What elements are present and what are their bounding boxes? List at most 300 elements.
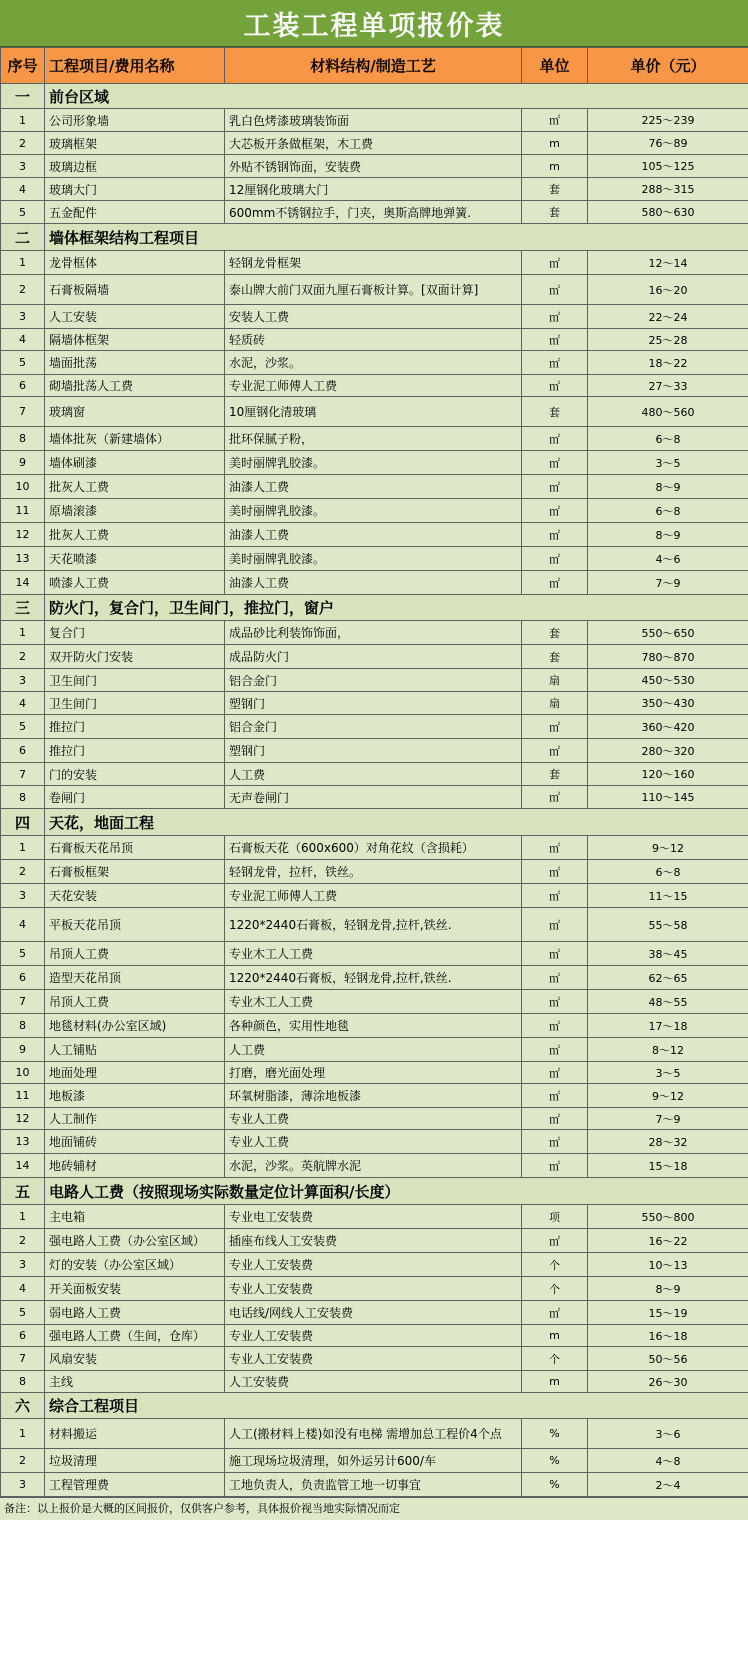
footer-note: 备注：以上报价是大概的区间报价，仅供客户参考，具体报价视当地实际情况而定 (0, 1497, 748, 1520)
header-no: 序号 (1, 48, 45, 84)
section-number: 四 (1, 809, 45, 836)
row-number: 13 (1, 547, 45, 571)
item-unit: ㎡ (522, 1108, 588, 1130)
item-price: 550～650 (588, 621, 748, 645)
row-number: 10 (1, 1062, 45, 1084)
table-row (1, 547, 748, 571)
table-row (1, 178, 748, 201)
item-name: 玻璃框架 (45, 132, 225, 155)
row-number: 3 (1, 669, 45, 692)
item-unit: ㎡ (522, 375, 588, 397)
item-unit: m (522, 1325, 588, 1347)
item-price: 360～420 (588, 715, 748, 739)
item-unit: 扇 (522, 669, 588, 692)
row-number: 1 (1, 109, 45, 132)
item-price: 10～13 (588, 1253, 748, 1277)
item-name: 五金配件 (45, 201, 225, 224)
item-name: 卫生间门 (45, 692, 225, 715)
header-material: 材料结构/制造工艺 (225, 48, 522, 84)
item-price: 38～45 (588, 942, 748, 966)
item-material: 12厘钢化玻璃大门 (225, 178, 522, 201)
item-name: 石膏板隔墙 (45, 275, 225, 305)
row-number: 1 (1, 1419, 45, 1449)
section-number: 五 (1, 1178, 45, 1205)
item-price: 8～9 (588, 475, 748, 499)
item-price: 580～630 (588, 201, 748, 224)
row-number: 1 (1, 836, 45, 860)
row-number: 1 (1, 621, 45, 645)
table-row (1, 329, 748, 351)
item-name: 平板天花吊顶 (45, 908, 225, 942)
table-row (1, 763, 748, 786)
table-row (1, 1371, 748, 1393)
header-row (1, 48, 748, 84)
item-name: 灯的安装（办公室区域） (45, 1253, 225, 1277)
table-row (1, 1014, 748, 1038)
item-name: 人工铺贴 (45, 1038, 225, 1062)
item-price: 12～14 (588, 251, 748, 275)
table-row (1, 1229, 748, 1253)
row-number: 7 (1, 763, 45, 786)
item-material: 专业人工安装费 (225, 1325, 522, 1347)
row-number: 8 (1, 427, 45, 451)
item-unit: ㎡ (522, 836, 588, 860)
item-price: 8～12 (588, 1038, 748, 1062)
item-unit: ㎡ (522, 109, 588, 132)
item-unit: 个 (522, 1253, 588, 1277)
item-material: 轻钢龙骨，拉杆，铁丝。 (225, 860, 522, 884)
row-number: 6 (1, 739, 45, 763)
item-unit: ㎡ (522, 251, 588, 275)
item-material: 轻钢龙骨框架 (225, 251, 522, 275)
item-name: 石膏板框架 (45, 860, 225, 884)
item-material: 成品砂比利装饰饰面， (225, 621, 522, 645)
item-name: 强电路人工费（办公室区域） (45, 1229, 225, 1253)
table-row (1, 990, 748, 1014)
item-material: 人工安装费 (225, 1371, 522, 1393)
section-number: 一 (1, 84, 45, 109)
item-price: 6～8 (588, 427, 748, 451)
item-name: 强电路人工费（生间，仓库） (45, 1325, 225, 1347)
section-row (1, 1178, 748, 1205)
item-unit: 套 (522, 763, 588, 786)
table-row (1, 427, 748, 451)
row-number: 2 (1, 275, 45, 305)
item-name: 原墙滚漆 (45, 499, 225, 523)
item-unit: ㎡ (522, 451, 588, 475)
item-material: 环氧树脂漆，薄涂地板漆 (225, 1084, 522, 1108)
item-material: 油漆人工费 (225, 571, 522, 595)
row-number: 4 (1, 908, 45, 942)
item-material: 人工费 (225, 763, 522, 786)
item-name: 门的安装 (45, 763, 225, 786)
item-name: 公司形象墙 (45, 109, 225, 132)
item-material: 成品防火门 (225, 645, 522, 669)
item-unit: 扇 (522, 692, 588, 715)
row-number: 1 (1, 1205, 45, 1229)
row-number: 14 (1, 1154, 45, 1178)
table-row (1, 571, 748, 595)
item-unit: ㎡ (522, 990, 588, 1014)
item-price: 17～18 (588, 1014, 748, 1038)
row-number: 8 (1, 1014, 45, 1038)
item-unit: ㎡ (522, 1154, 588, 1178)
item-material: 美时丽牌乳胶漆。 (225, 547, 522, 571)
row-number: 9 (1, 451, 45, 475)
item-unit: % (522, 1473, 588, 1497)
item-price: 26～30 (588, 1371, 748, 1393)
item-material: 施工现场垃圾清理，如外运另计600/车 (225, 1449, 522, 1473)
table-row (1, 475, 748, 499)
item-price: 55～58 (588, 908, 748, 942)
table-row (1, 109, 748, 132)
item-name: 地面处理 (45, 1062, 225, 1084)
table-row (1, 1108, 748, 1130)
item-price: 110～145 (588, 786, 748, 809)
item-material: 电话线/网线人工安装费 (225, 1301, 522, 1325)
item-price: 27～33 (588, 375, 748, 397)
table-row (1, 1301, 748, 1325)
item-material: 铝合金门 (225, 715, 522, 739)
item-price: 28～32 (588, 1130, 748, 1154)
item-price: 550～800 (588, 1205, 748, 1229)
item-price: 11～15 (588, 884, 748, 908)
item-unit: 个 (522, 1277, 588, 1301)
table-row (1, 860, 748, 884)
item-material: 油漆人工费 (225, 523, 522, 547)
item-unit: m (522, 132, 588, 155)
table-row (1, 1130, 748, 1154)
item-name: 地板漆 (45, 1084, 225, 1108)
item-name: 玻璃窗 (45, 397, 225, 427)
item-material: 工地负责人，负责监管工地一切事宜 (225, 1473, 522, 1497)
item-price: 15～19 (588, 1301, 748, 1325)
item-price: 15～18 (588, 1154, 748, 1178)
item-unit: 个 (522, 1347, 588, 1371)
item-name: 人工制作 (45, 1108, 225, 1130)
header-unit: 单位 (522, 48, 588, 84)
item-material: 美时丽牌乳胶漆。 (225, 499, 522, 523)
table-body (1, 48, 748, 1497)
row-number: 3 (1, 1473, 45, 1497)
item-unit: ㎡ (522, 571, 588, 595)
table-row (1, 1084, 748, 1108)
item-name: 主电箱 (45, 1205, 225, 1229)
table-row (1, 715, 748, 739)
item-unit: ㎡ (522, 427, 588, 451)
item-name: 玻璃边框 (45, 155, 225, 178)
item-material: 人工费 (225, 1038, 522, 1062)
item-unit: ㎡ (522, 1062, 588, 1084)
item-unit: ㎡ (522, 547, 588, 571)
row-number: 8 (1, 786, 45, 809)
item-price: 9～12 (588, 836, 748, 860)
item-price: 7～9 (588, 571, 748, 595)
item-name: 隔墙体框架 (45, 329, 225, 351)
item-unit: ㎡ (522, 739, 588, 763)
row-number: 5 (1, 715, 45, 739)
item-unit: m (522, 1371, 588, 1393)
item-name: 卫生间门 (45, 669, 225, 692)
row-number: 2 (1, 1229, 45, 1253)
item-material: 铝合金门 (225, 669, 522, 692)
item-price: 16～20 (588, 275, 748, 305)
item-price: 450～530 (588, 669, 748, 692)
item-unit: 套 (522, 397, 588, 427)
row-number: 1 (1, 251, 45, 275)
table-row (1, 1277, 748, 1301)
item-unit: 套 (522, 621, 588, 645)
item-material: 水泥，沙浆。 (225, 351, 522, 375)
item-material: 泰山牌大前门双面九厘石膏板计算。[双面计算] (225, 275, 522, 305)
item-price: 225～239 (588, 109, 748, 132)
row-number: 4 (1, 692, 45, 715)
row-number: 7 (1, 397, 45, 427)
item-material: 油漆人工费 (225, 475, 522, 499)
item-price: 76～89 (588, 132, 748, 155)
item-price: 8～9 (588, 1277, 748, 1301)
header-price: 单价（元） (588, 48, 748, 84)
sheet-title: 工装工程单项报价表 (0, 0, 748, 47)
section-row (1, 224, 748, 251)
section-title: 综合工程项目 (45, 1393, 748, 1419)
item-name: 工程管理费 (45, 1473, 225, 1497)
section-row (1, 84, 748, 109)
section-title: 防火门，复合门，卫生间门，推拉门，窗户 (45, 595, 748, 621)
item-unit: ㎡ (522, 1130, 588, 1154)
item-price: 18～22 (588, 351, 748, 375)
section-number: 六 (1, 1393, 45, 1419)
table-row (1, 966, 748, 990)
item-name: 风扇安装 (45, 1347, 225, 1371)
row-number: 6 (1, 966, 45, 990)
item-name: 吊顶人工费 (45, 942, 225, 966)
table-row (1, 351, 748, 375)
item-material: 打磨，磨光面处理 (225, 1062, 522, 1084)
item-name: 墙体刷漆 (45, 451, 225, 475)
table-row (1, 397, 748, 427)
section-title: 前台区域 (45, 84, 748, 109)
item-unit: ㎡ (522, 1014, 588, 1038)
item-name: 龙骨框体 (45, 251, 225, 275)
item-price: 120～160 (588, 763, 748, 786)
item-material: 1220*2440石膏板，轻钢龙骨,拉杆,铁丝. (225, 966, 522, 990)
table-row (1, 908, 748, 942)
item-name: 弱电路人工费 (45, 1301, 225, 1325)
section-row (1, 595, 748, 621)
item-price: 7～9 (588, 1108, 748, 1130)
row-number: 10 (1, 475, 45, 499)
item-name: 墙体批灰（新建墙体） (45, 427, 225, 451)
table-row (1, 884, 748, 908)
row-number: 14 (1, 571, 45, 595)
table-row (1, 1325, 748, 1347)
section-title: 电路人工费（按照现场实际数量定位计算面积/长度） (45, 1178, 748, 1205)
item-material: 塑钢门 (225, 739, 522, 763)
item-name: 天花安装 (45, 884, 225, 908)
table-row (1, 836, 748, 860)
row-number: 6 (1, 1325, 45, 1347)
item-material: 插座布线人工安装费 (225, 1229, 522, 1253)
item-name: 主线 (45, 1371, 225, 1393)
item-material: 专业木工人工费 (225, 942, 522, 966)
item-unit: ㎡ (522, 351, 588, 375)
item-name: 推拉门 (45, 715, 225, 739)
item-name: 造型天花吊顶 (45, 966, 225, 990)
item-name: 批灰人工费 (45, 523, 225, 547)
section-row (1, 809, 748, 836)
table-row (1, 1419, 748, 1449)
row-number: 5 (1, 1301, 45, 1325)
item-unit: ㎡ (522, 860, 588, 884)
item-material: 无声卷闸门 (225, 786, 522, 809)
item-price: 350～430 (588, 692, 748, 715)
table-row (1, 251, 748, 275)
row-number: 7 (1, 990, 45, 1014)
item-material: 专业人工安装费 (225, 1277, 522, 1301)
row-number: 6 (1, 375, 45, 397)
table-row (1, 155, 748, 178)
table-row (1, 669, 748, 692)
item-material: 专业人工安装费 (225, 1347, 522, 1371)
item-name: 墙面批荡 (45, 351, 225, 375)
table-row (1, 1473, 748, 1497)
table-row (1, 739, 748, 763)
item-name: 批灰人工费 (45, 475, 225, 499)
table-row (1, 523, 748, 547)
item-price: 288～315 (588, 178, 748, 201)
item-name: 吊顶人工费 (45, 990, 225, 1014)
item-price: 6～8 (588, 499, 748, 523)
item-name: 玻璃大门 (45, 178, 225, 201)
item-material: 专业人工费 (225, 1130, 522, 1154)
item-unit: ㎡ (522, 305, 588, 329)
row-number: 4 (1, 1277, 45, 1301)
item-price: 780～870 (588, 645, 748, 669)
item-unit: m (522, 155, 588, 178)
item-price: 2～4 (588, 1473, 748, 1497)
section-title: 墙体框架结构工程项目 (45, 224, 748, 251)
price-table (0, 47, 748, 1497)
item-name: 开关面板安装 (45, 1277, 225, 1301)
item-name: 复合门 (45, 621, 225, 645)
item-unit: ㎡ (522, 786, 588, 809)
item-unit: ㎡ (522, 1038, 588, 1062)
section-number: 三 (1, 595, 45, 621)
row-number: 7 (1, 1347, 45, 1371)
item-unit: 套 (522, 178, 588, 201)
item-material: 大芯板开条做框架，木工费 (225, 132, 522, 155)
table-row (1, 1154, 748, 1178)
item-name: 材料搬运 (45, 1419, 225, 1449)
item-material: 乳白色烤漆玻璃装饰面 (225, 109, 522, 132)
item-price: 8～9 (588, 523, 748, 547)
item-material: 专业电工安装费 (225, 1205, 522, 1229)
row-number: 11 (1, 1084, 45, 1108)
table-row (1, 1347, 748, 1371)
item-price: 48～55 (588, 990, 748, 1014)
table-row (1, 1449, 748, 1473)
item-unit: ㎡ (522, 715, 588, 739)
item-material: 石膏板天花（600x600）对角花纹（含损耗） (225, 836, 522, 860)
item-unit: 套 (522, 645, 588, 669)
item-price: 62～65 (588, 966, 748, 990)
section-number: 二 (1, 224, 45, 251)
item-material: 专业泥工师傅人工费 (225, 375, 522, 397)
item-name: 地砖辅材 (45, 1154, 225, 1178)
item-name: 垃圾清理 (45, 1449, 225, 1473)
item-name: 双开防火门安装 (45, 645, 225, 669)
row-number: 13 (1, 1130, 45, 1154)
item-material: 专业人工安装费 (225, 1253, 522, 1277)
row-number: 4 (1, 329, 45, 351)
row-number: 5 (1, 201, 45, 224)
item-material: 专业泥工师傅人工费 (225, 884, 522, 908)
item-material: 塑钢门 (225, 692, 522, 715)
table-row (1, 692, 748, 715)
item-material: 600mm不锈钢拉手，门夹，奥斯高牌地弹簧. (225, 201, 522, 224)
row-number: 9 (1, 1038, 45, 1062)
section-row (1, 1393, 748, 1419)
row-number: 3 (1, 155, 45, 178)
row-number: 2 (1, 645, 45, 669)
item-unit: ㎡ (522, 942, 588, 966)
item-price: 25～28 (588, 329, 748, 351)
item-unit: ㎡ (522, 1301, 588, 1325)
item-unit: ㎡ (522, 966, 588, 990)
item-material: 美时丽牌乳胶漆。 (225, 451, 522, 475)
item-name: 砌墙批荡人工费 (45, 375, 225, 397)
item-name: 地毯材料(办公室区域) (45, 1014, 225, 1038)
item-price: 6～8 (588, 860, 748, 884)
item-unit: ㎡ (522, 499, 588, 523)
item-unit: % (522, 1449, 588, 1473)
item-material: 水泥，沙浆。英航牌水泥 (225, 1154, 522, 1178)
row-number: 2 (1, 1449, 45, 1473)
row-number: 5 (1, 942, 45, 966)
row-number: 2 (1, 132, 45, 155)
table-row (1, 1062, 748, 1084)
table-row (1, 1038, 748, 1062)
table-row (1, 942, 748, 966)
table-row (1, 275, 748, 305)
item-price: 9～12 (588, 1084, 748, 1108)
row-number: 5 (1, 351, 45, 375)
section-title: 天花，地面工程 (45, 809, 748, 836)
item-name: 人工安装 (45, 305, 225, 329)
item-material: 各种颜色，实用性地毯 (225, 1014, 522, 1038)
item-unit: % (522, 1419, 588, 1449)
item-unit: ㎡ (522, 275, 588, 305)
table-row (1, 132, 748, 155)
item-material: 外贴不锈钢饰面，安装费 (225, 155, 522, 178)
item-unit: 套 (522, 201, 588, 224)
row-number: 12 (1, 1108, 45, 1130)
item-material: 专业人工费 (225, 1108, 522, 1130)
item-unit: ㎡ (522, 908, 588, 942)
row-number: 4 (1, 178, 45, 201)
item-name: 卷闸门 (45, 786, 225, 809)
row-number: 8 (1, 1371, 45, 1393)
row-number: 3 (1, 884, 45, 908)
item-material: 安装人工费 (225, 305, 522, 329)
table-row (1, 1205, 748, 1229)
item-unit: ㎡ (522, 523, 588, 547)
item-price: 16～18 (588, 1325, 748, 1347)
item-price: 4～8 (588, 1449, 748, 1473)
item-price: 50～56 (588, 1347, 748, 1371)
item-material: 专业木工人工费 (225, 990, 522, 1014)
